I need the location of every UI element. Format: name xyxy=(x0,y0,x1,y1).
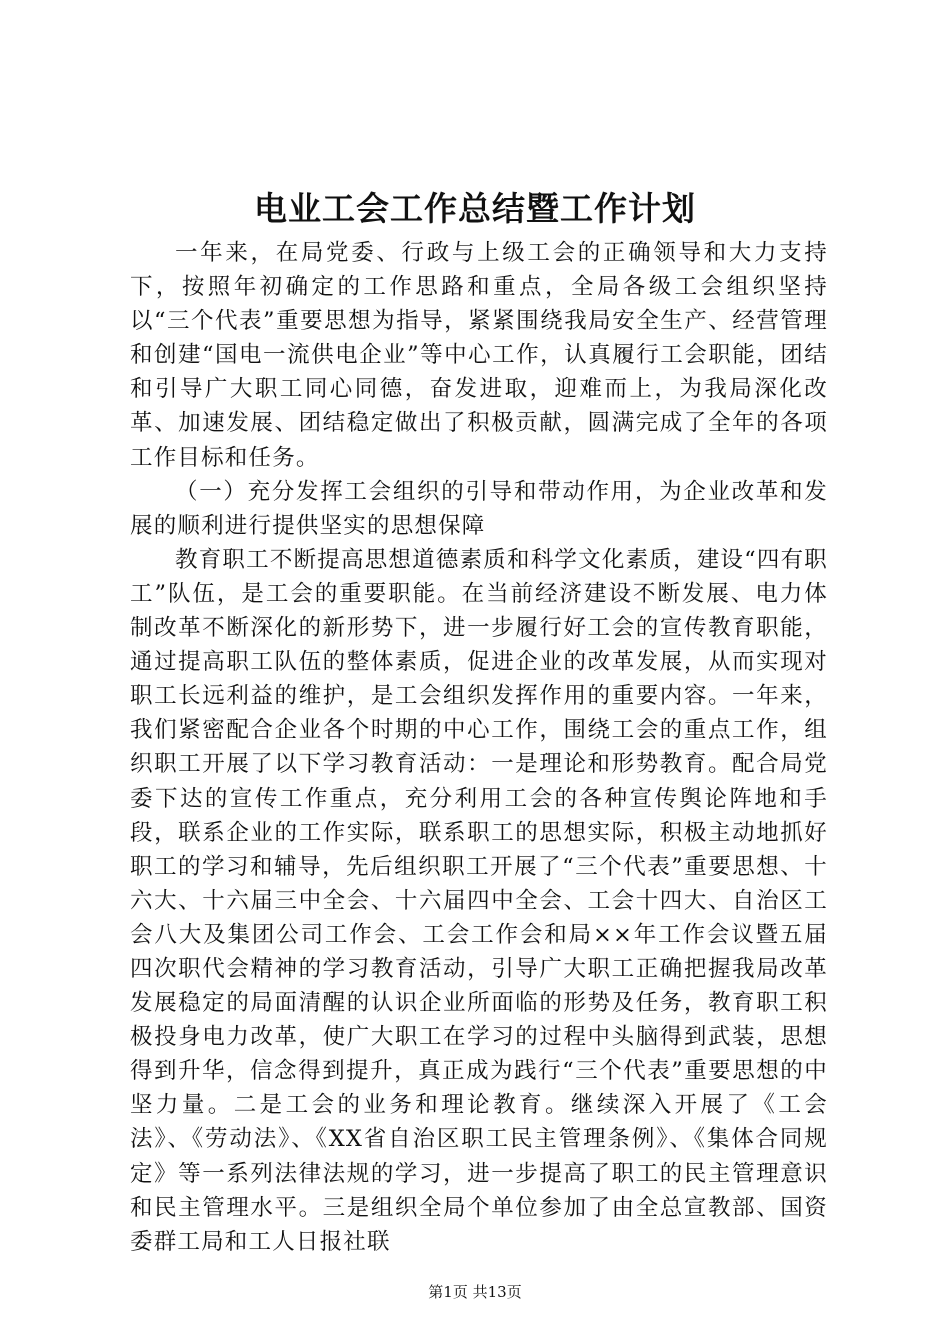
document-body xyxy=(130,236,828,1259)
paragraph-intro: 一年来，在局党委、行政与上级工会的正确领导和大力支持下，按照年初确定的工作思路和重点，全局各级工会组织坚持以“三个代表”重要思想为指导，紧紧围绕我局安全生产、经营管理和创建“国电一流供电企业”等中心工作，认真履行工会职能，团结和引导广大职工同心同德，奋发进取，迎难而上，为我局深化改革、加速发展、团结稳定做出了积极贡献，圆满完成了全年的各项工作目标和任务。 xyxy=(130,240,828,471)
paragraph-education: 教育职工不断提高思想道德素质和科学文化素质，建设“四有职工”队伍，是工会的重要职能。在当前经济建设不断发展、电力体制改革不断深化的新形势下，进一步履行好工会的宣传教育职能，通过提高职工队伍的整体素质，促进企业的改革发展，从而实现对职工长远利益的维护，是工会组织发挥作用的重要内容。一年来，我们紧密配合企业各个时期的中心工作，围绕工会的重点工作，组织职工开展了以下学习教育活动：一是理论和形势教育。配合局党委下达的宣传工作重点，充分利用工会的各种宣传舆论阵地和手段，联系企业的工作实际，联系职工的思想实际，积极主动地抓好职工的学习和辅导，先后组织职工开展了“三个代表”重要思想、十六大、十六届三中全会、十六届四中全会、工会十四大、自治区工会八大及集团公司工作会、工会工作会和局××年工作会议暨五届四次职代会精神的学习教育活动，引导广大职工正确把握我局改革发展稳定的局面清醒的认识企业所面临的形势及任务，教育职工积极投身电力改革，使广大职工在学习的过程中头脑得到武装，思想得到升华，信念得到提升，真正成为践行“三个代表”重要思想的中坚力量。二是工会的业务和理论教育。继续深入开展了《工会法》、《劳动法》、《XX省自治区职工民主管理条例》、《集体合同规定》等一系列法律法规的学习，进一步提高了职工的民主管理意识和民主管理水平。三是组织全局个单位参加了由全总宣教部、国资委群工局和工人日报社联 xyxy=(130,546,828,1255)
document-title: 电业工会工作总结暨工作计划 xyxy=(254,189,696,228)
section-heading-1: （一）充分发挥工会组织的引导和带动作用，为企业改革和发展的顺利进行提供坚实的思想保障 xyxy=(130,478,828,539)
page-footer: 第1页 共13页 xyxy=(428,1283,522,1301)
